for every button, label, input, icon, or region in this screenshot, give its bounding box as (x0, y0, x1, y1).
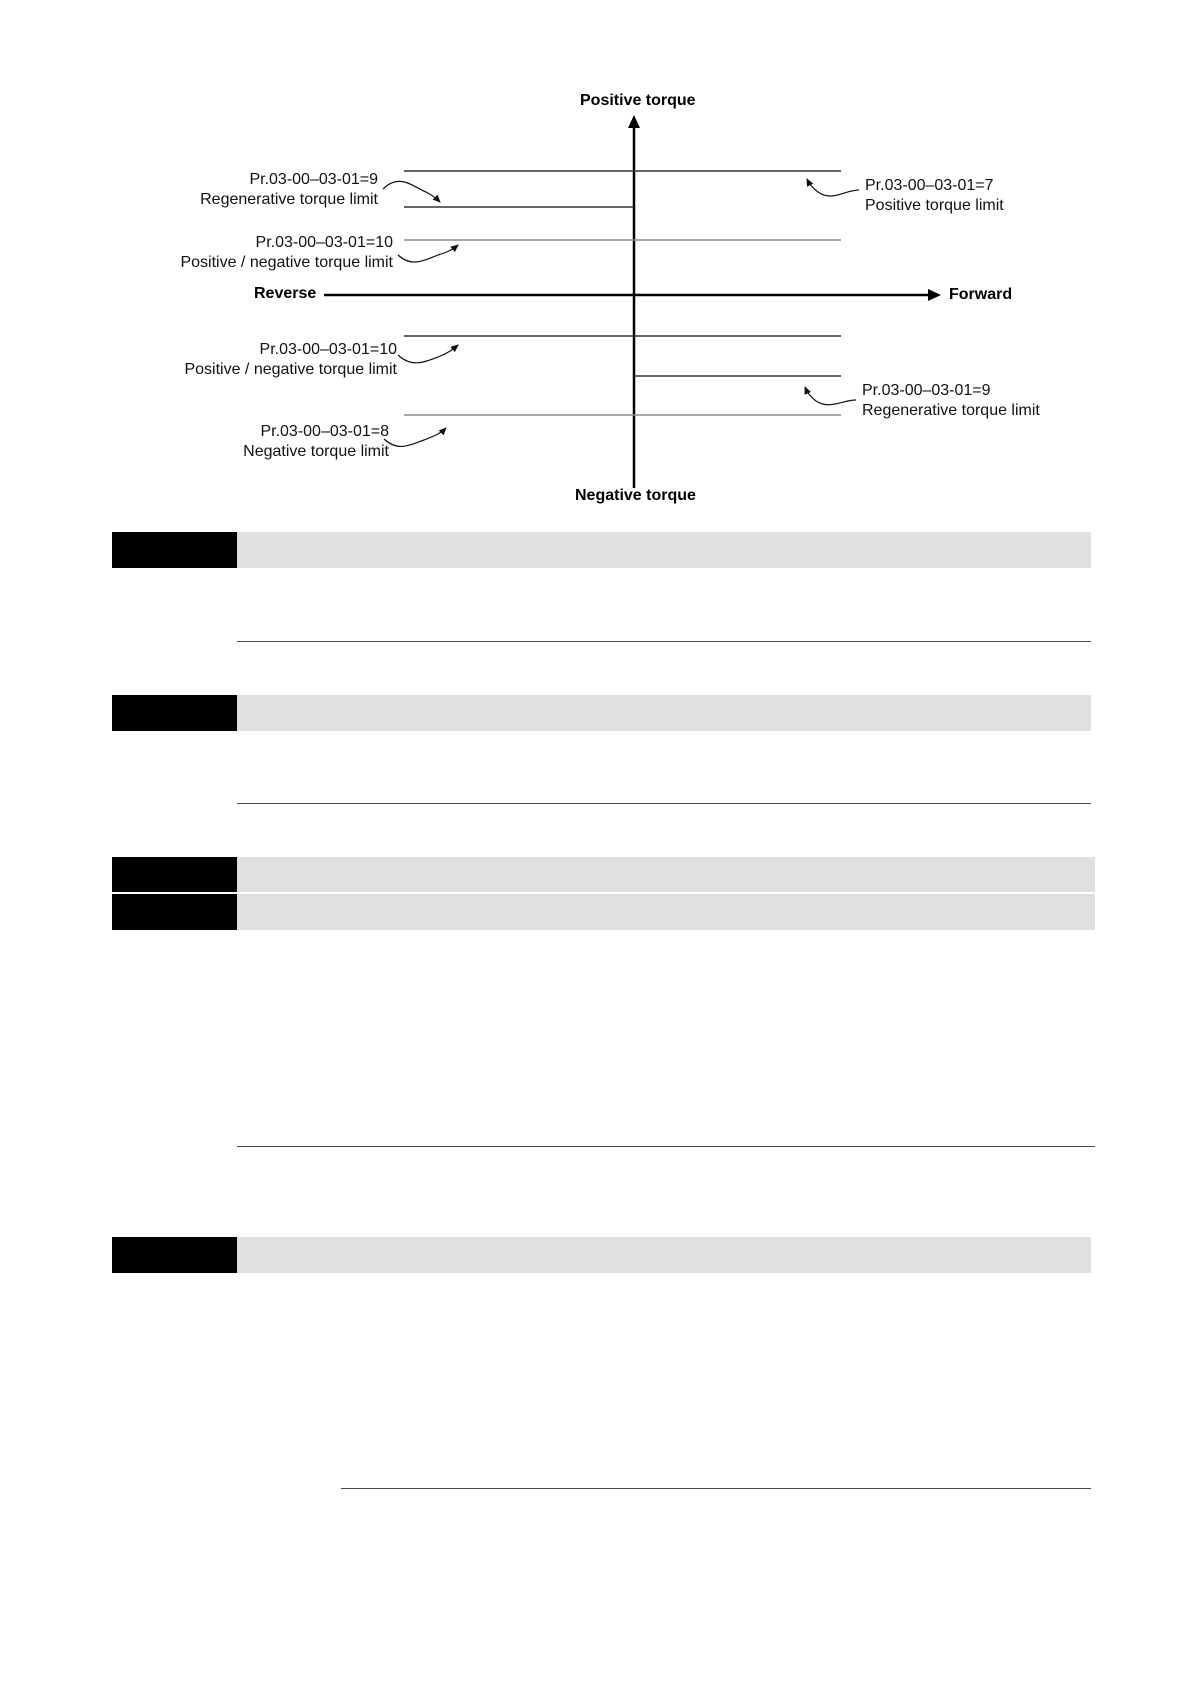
leader-arrow-negative (384, 428, 446, 446)
annotation-param: Pr.03-00–03-01=7 (865, 177, 994, 194)
annotation-param: Pr.03-00–03-01=9 (862, 382, 991, 399)
parameter-title-bar-second (237, 894, 1095, 930)
parameter-code-cell (112, 695, 237, 731)
annotation-desc: Positive torque limit (865, 197, 1004, 214)
leader-arrow-regen-reverse (383, 181, 440, 202)
positive-torque-label: Positive torque (580, 92, 696, 109)
negative-torque-label: Negative torque (575, 487, 696, 504)
parameter-title-bar (237, 1237, 1091, 1273)
parameter-code-cell (112, 1237, 237, 1273)
leader-arrow-posneg-upper (398, 245, 458, 262)
torque-limit-diagram (0, 0, 1191, 520)
annotation-regen-reverse (200, 170, 378, 210)
section-divider-4 (341, 1488, 1091, 1489)
forward-label: Forward (949, 286, 1013, 303)
vertical-axis-arrowhead (628, 115, 640, 128)
annotation-param: Pr.03-00–03-01=10 (259, 341, 397, 358)
leader-arrow-positive-forward (807, 179, 859, 196)
annotation-desc: Positive / negative torque limit (180, 254, 393, 271)
leader-arrow-posneg-lower (398, 345, 458, 363)
leader-arrow-regen-forward (805, 387, 856, 405)
parameter-header-4 (112, 1237, 1091, 1273)
section-divider-2 (237, 803, 1091, 804)
parameter-title-bar (237, 532, 1091, 568)
horizontal-axis-arrowhead (928, 289, 941, 301)
reverse-label: Reverse (254, 285, 317, 302)
parameter-code-cell (112, 532, 237, 568)
parameter-header-2 (112, 695, 1091, 731)
annotation-desc: Negative torque limit (243, 443, 389, 460)
annotation-param: Pr.03-00–03-01=9 (249, 171, 378, 188)
parameter-title-bar (237, 695, 1091, 731)
annotation-desc: Positive / negative torque limit (184, 361, 397, 378)
annotation-desc: Regenerative torque limit (200, 191, 378, 208)
section-divider-3 (237, 1146, 1095, 1147)
parameter-title-bar (237, 857, 1095, 892)
parameter-code-cell (112, 857, 237, 892)
parameter-header-1 (112, 532, 1091, 568)
parameter-code-cell-second (112, 894, 237, 930)
parameter-header-3 (112, 857, 1095, 931)
annotation-param: Pr.03-00–03-01=8 (260, 423, 389, 440)
annotation-positive-forward (865, 176, 1004, 216)
annotation-negative (243, 422, 389, 462)
annotation-desc: Regenerative torque limit (862, 402, 1040, 419)
annotation-param: Pr.03-00–03-01=10 (255, 234, 393, 251)
annotation-regen-forward (862, 381, 1040, 421)
section-divider-1 (237, 641, 1091, 642)
annotation-posneg-lower (184, 340, 397, 380)
annotation-posneg-upper (180, 233, 393, 273)
